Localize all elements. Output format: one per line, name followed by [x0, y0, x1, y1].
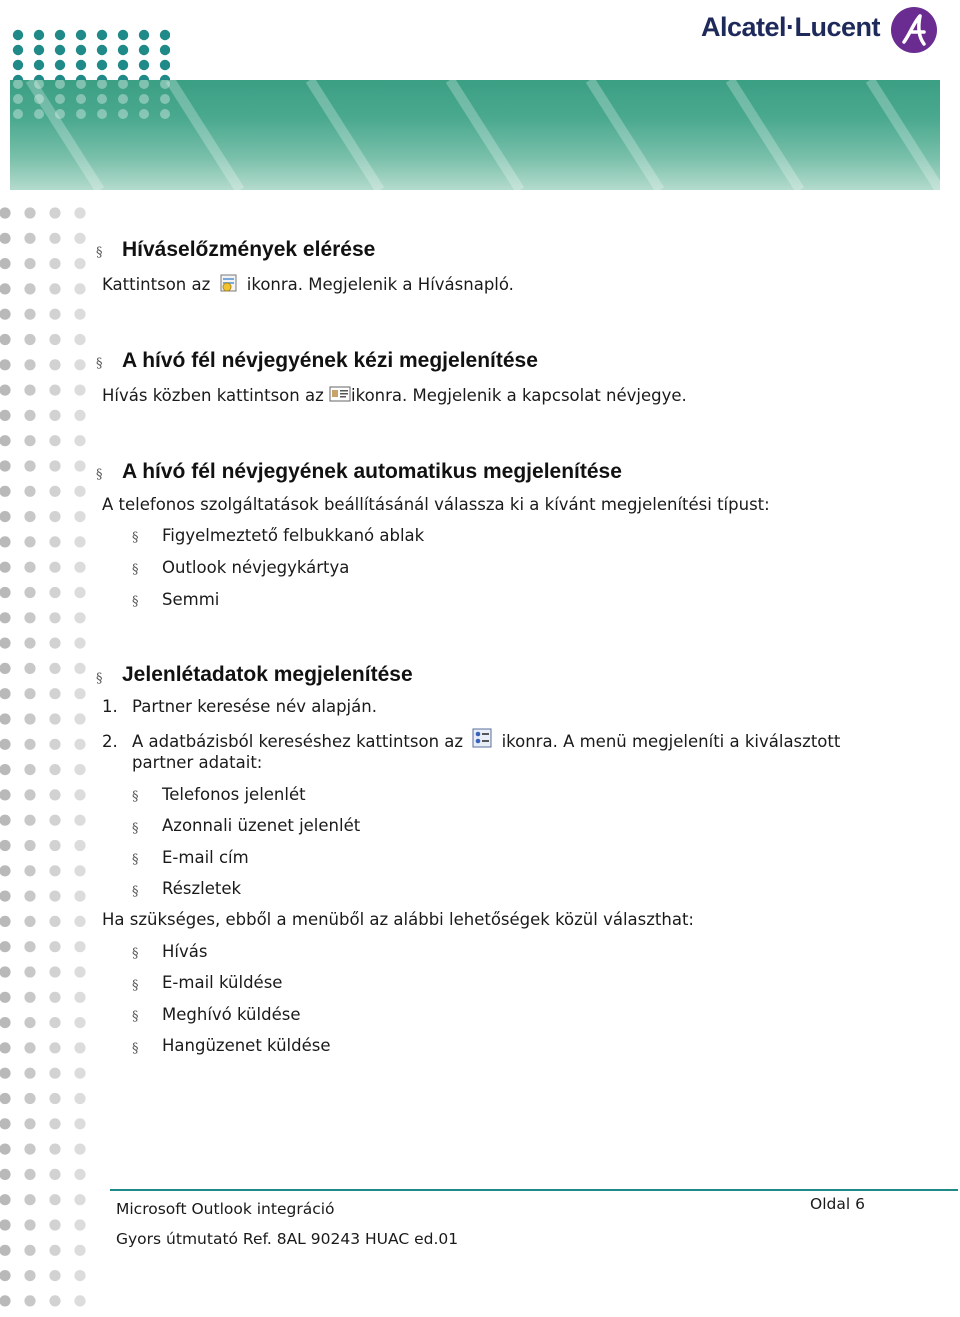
decor-dot — [118, 30, 128, 40]
menu-send-email: E-mail küldése — [162, 973, 283, 992]
decor-dot — [24, 1169, 35, 1180]
decor-dot — [34, 30, 44, 40]
decor-dot — [74, 233, 85, 244]
decor-dot — [49, 233, 60, 244]
decor-dot — [0, 562, 11, 573]
decor-dot — [74, 612, 85, 623]
brand-logo-icon — [890, 6, 938, 54]
decor-dot — [24, 891, 35, 902]
decor-dot — [49, 1042, 60, 1053]
decor-dot — [74, 207, 85, 218]
decor-dot — [24, 663, 35, 674]
detail-email: E-mail cím — [162, 848, 249, 867]
decor-dot — [55, 60, 65, 70]
decor-dot — [49, 1245, 60, 1256]
decor-dot — [74, 840, 85, 851]
history-instruction: Kattintson az ikonra. Megjelenik a Hívásnapló. — [102, 275, 514, 296]
decor-dot — [34, 80, 44, 89]
decor-dot — [24, 1118, 35, 1129]
decor-dot — [0, 1042, 11, 1053]
decor-dot — [74, 562, 85, 573]
bullet-icon: § — [132, 1009, 139, 1024]
step-1-text: Partner keresése név alapján. — [132, 697, 377, 716]
decor-dot — [49, 309, 60, 320]
decor-dot — [0, 1194, 11, 1205]
decor-dot — [118, 109, 128, 119]
decor-dot — [24, 334, 35, 345]
decor-dot — [24, 1219, 35, 1230]
decor-dot — [24, 916, 35, 927]
contact-card-icon[interactable] — [329, 385, 351, 403]
decor-dot — [74, 486, 85, 497]
footer-reference: Gyors útmutató Ref. 8AL 90243 HUAC ed.01 — [116, 1230, 459, 1248]
bullet-icon: § — [132, 530, 139, 545]
decor-dot — [74, 891, 85, 902]
detail-details: Részletek — [162, 879, 242, 898]
decor-dot — [97, 94, 107, 104]
decor-dot — [74, 789, 85, 800]
decor-dot — [74, 638, 85, 649]
decor-dot — [97, 30, 107, 40]
decor-dot — [13, 109, 23, 119]
decor-dot — [0, 587, 11, 598]
decor-dot — [49, 891, 60, 902]
decor-dot — [0, 1245, 11, 1256]
decor-dot — [74, 1093, 85, 1104]
decor-dot — [74, 916, 85, 927]
decor-dot — [74, 283, 85, 294]
decor-dot — [24, 713, 35, 724]
decor-dot — [0, 941, 11, 952]
decor-dot — [74, 536, 85, 547]
decor-dot — [139, 80, 149, 89]
decor-dot — [0, 688, 11, 699]
decor-dot — [0, 638, 11, 649]
decor-dot — [24, 283, 35, 294]
option-outlook-card: Outlook névjegykártya — [162, 558, 350, 577]
decor-dot — [24, 1017, 35, 1028]
decor-dot — [49, 1270, 60, 1281]
menu-call: Hívás — [162, 942, 208, 961]
decor-dot — [49, 688, 60, 699]
decor-dot — [55, 80, 65, 89]
decor-dot — [74, 359, 85, 370]
decor-dot — [76, 60, 86, 70]
decor-dot — [160, 30, 170, 40]
decor-dot — [0, 207, 11, 218]
bullet-icon: § — [132, 821, 139, 836]
decor-dot — [49, 638, 60, 649]
decor-dot — [49, 1118, 60, 1129]
decor-dot — [74, 663, 85, 674]
decor-dot — [74, 1017, 85, 1028]
decor-dot — [0, 663, 11, 674]
directory-icon[interactable] — [471, 728, 493, 748]
decor-dot — [49, 511, 60, 522]
decor-dot — [13, 30, 23, 40]
decor-dot — [74, 385, 85, 396]
decor-dot — [74, 1068, 85, 1079]
decor-dot — [0, 966, 11, 977]
option-none: Semmi — [162, 590, 220, 609]
decor-dot — [34, 45, 44, 55]
decor-dot — [49, 460, 60, 471]
decor-dot — [0, 511, 11, 522]
decor-dot — [74, 1245, 85, 1256]
decor-dot — [49, 941, 60, 952]
decor-dot — [0, 1144, 11, 1155]
decor-dot — [49, 562, 60, 573]
decor-dot — [0, 612, 11, 623]
detail-phone-presence: Telefonos jelenlét — [162, 785, 306, 804]
decor-dot — [24, 865, 35, 876]
decor-dot — [74, 334, 85, 345]
decor-dot — [24, 739, 35, 750]
decor-dot — [139, 30, 149, 40]
decor-dot — [0, 435, 11, 446]
option-popup: Figyelmeztető felbukkanó ablak — [162, 526, 425, 545]
decor-dot — [74, 1042, 85, 1053]
decor-dot — [55, 109, 65, 119]
decor-dot — [0, 1270, 11, 1281]
decor-dot — [24, 1042, 35, 1053]
decor-dot — [49, 207, 60, 218]
decor-dot — [55, 45, 65, 55]
decor-dot — [97, 45, 107, 55]
decor-dot — [49, 992, 60, 1003]
decor-dot — [0, 410, 11, 421]
section-title-presence: Jelenlétadatok megjelenítése — [122, 663, 413, 686]
decor-dot — [49, 966, 60, 977]
bullet-icon: § — [96, 356, 103, 371]
bullet-icon: § — [132, 789, 139, 804]
decor-dot — [24, 435, 35, 446]
bullet-icon: § — [132, 594, 139, 609]
decor-dot — [0, 865, 11, 876]
decor-dot — [24, 1245, 35, 1256]
decor-dot — [0, 815, 11, 826]
decor-dot — [24, 1068, 35, 1079]
decor-dot — [49, 663, 60, 674]
decor-dot — [74, 992, 85, 1003]
decor-dot — [49, 1169, 60, 1180]
decor-dot — [118, 60, 128, 70]
header-dot-overlay — [10, 80, 170, 130]
decor-dot — [76, 45, 86, 55]
decor-dot — [49, 1295, 60, 1306]
decor-dot — [74, 1295, 85, 1306]
decor-dot — [49, 536, 60, 547]
decor-dot — [139, 60, 149, 70]
decor-dot — [74, 511, 85, 522]
decor-dot — [74, 966, 85, 977]
call-log-icon[interactable] — [218, 273, 240, 293]
bullet-icon: § — [132, 562, 139, 577]
step-2-text: A adatbázisból kereséshez kattintson az ikonra. A menü megjeleníti a kiválasztott — [132, 732, 840, 753]
decor-dot — [118, 45, 128, 55]
decor-dot — [49, 1144, 60, 1155]
manual-instruction: Hívás közben kattintson az ikonra. Megjelenik a kapcsolat névjegye. — [102, 386, 687, 405]
decor-dot — [24, 815, 35, 826]
decor-dot — [49, 359, 60, 370]
decor-dot — [76, 30, 86, 40]
decor-dot — [49, 410, 60, 421]
decor-dot — [74, 435, 85, 446]
side-dot-column — [0, 205, 92, 1315]
decor-dot — [49, 486, 60, 497]
decor-dot — [0, 764, 11, 775]
decor-dot — [97, 80, 107, 89]
decor-dot — [24, 587, 35, 598]
step-2-continuation: partner adatait: — [132, 753, 263, 772]
decor-dot — [76, 80, 86, 89]
decor-dot — [0, 385, 11, 396]
decor-dot — [49, 587, 60, 598]
decor-dot — [13, 60, 23, 70]
decor-dot — [0, 486, 11, 497]
decor-dot — [55, 94, 65, 104]
decor-dot — [24, 536, 35, 547]
decor-dot — [74, 1194, 85, 1205]
decor-dot — [160, 109, 170, 119]
decor-dot — [49, 1068, 60, 1079]
decor-dot — [49, 916, 60, 927]
decor-dot — [24, 638, 35, 649]
bullet-icon: § — [132, 884, 139, 899]
decor-dot — [24, 309, 35, 320]
decor-dot — [49, 815, 60, 826]
decor-dot — [74, 815, 85, 826]
decor-dot — [118, 80, 128, 89]
decor-dot — [74, 1118, 85, 1129]
decor-dot — [24, 1270, 35, 1281]
section-title-manual: A hívó fél névjegyének kézi megjelenítése — [122, 349, 538, 372]
decor-dot — [76, 109, 86, 119]
decor-dot — [24, 486, 35, 497]
decor-dot — [55, 30, 65, 40]
decor-dot — [24, 1295, 35, 1306]
step-1-number: 1. — [102, 697, 118, 716]
decor-dot — [0, 460, 11, 471]
decor-dot — [74, 587, 85, 598]
decor-dot — [49, 713, 60, 724]
decor-dot — [0, 1169, 11, 1180]
decor-dot — [34, 109, 44, 119]
decor-dot — [74, 739, 85, 750]
decor-dot — [24, 764, 35, 775]
decor-dot — [24, 1144, 35, 1155]
decor-dot — [74, 941, 85, 952]
brand-logo-text: Alcatel·Lucent — [700, 12, 880, 42]
decor-dot — [74, 1144, 85, 1155]
decor-dot — [74, 764, 85, 775]
decor-dot — [139, 94, 149, 104]
decor-dot — [0, 713, 11, 724]
decor-dot — [0, 1017, 11, 1028]
decor-dot — [34, 60, 44, 70]
decor-dot — [49, 258, 60, 269]
decor-dot — [0, 334, 11, 345]
decor-dot — [160, 80, 170, 89]
page-number: Oldal 6 — [810, 1195, 865, 1213]
bullet-icon: § — [96, 467, 103, 482]
decor-dot — [49, 1194, 60, 1205]
decor-dot — [74, 688, 85, 699]
decor-dot — [24, 789, 35, 800]
decor-dot — [118, 94, 128, 104]
bullet-icon: § — [132, 978, 139, 993]
decor-dot — [24, 1093, 35, 1104]
decor-dot — [24, 258, 35, 269]
decor-dot — [24, 941, 35, 952]
step-2-number: 2. — [102, 732, 118, 751]
decor-dot — [24, 562, 35, 573]
decor-dot — [13, 94, 23, 104]
decor-dot — [49, 334, 60, 345]
decor-dot — [49, 435, 60, 446]
decor-dot — [74, 309, 85, 320]
decor-dot — [24, 460, 35, 471]
decor-dot — [49, 283, 60, 294]
decor-dot — [0, 739, 11, 750]
decor-dot — [49, 865, 60, 876]
decor-dot — [0, 916, 11, 927]
bullet-icon: § — [132, 852, 139, 867]
decor-dot — [97, 60, 107, 70]
section-title-history: Híváselőzmények elérése — [122, 238, 376, 261]
menu-intro: Ha szükséges, ebből a menüből az alábbi lehetőségek közül választhat: — [102, 910, 694, 929]
decor-dot — [0, 359, 11, 370]
bullet-icon: § — [132, 946, 139, 961]
decor-dot — [139, 45, 149, 55]
decor-dot — [49, 1093, 60, 1104]
decor-dot — [49, 739, 60, 750]
decor-dot — [0, 840, 11, 851]
decor-dot — [97, 109, 107, 119]
decor-dot — [160, 45, 170, 55]
decor-dot — [0, 1093, 11, 1104]
decor-dot — [0, 1219, 11, 1230]
decor-dot — [24, 207, 35, 218]
decor-dot — [24, 1194, 35, 1205]
decor-dot — [24, 966, 35, 977]
decor-dot — [24, 840, 35, 851]
decor-dot — [139, 109, 149, 119]
decor-dot — [13, 45, 23, 55]
decor-dot — [49, 385, 60, 396]
footer-divider — [110, 1189, 958, 1191]
bullet-icon: § — [96, 671, 103, 686]
decor-dot — [0, 309, 11, 320]
decor-dot — [74, 865, 85, 876]
decor-dot — [0, 1068, 11, 1079]
decor-dot — [49, 840, 60, 851]
decor-dot — [24, 233, 35, 244]
decor-dot — [0, 1118, 11, 1129]
bullet-icon: § — [96, 245, 103, 260]
decor-dot — [24, 359, 35, 370]
decor-dot — [0, 1295, 11, 1306]
decor-dot — [24, 688, 35, 699]
decor-dot — [24, 385, 35, 396]
decor-dot — [13, 80, 23, 89]
decor-dot — [49, 764, 60, 775]
menu-send-voice: Hangüzenet küldése — [162, 1036, 331, 1055]
decor-dot — [160, 94, 170, 104]
decor-dot — [0, 536, 11, 547]
decor-dot — [74, 1219, 85, 1230]
decor-dot — [24, 612, 35, 623]
decor-dot — [49, 1017, 60, 1028]
detail-im-presence: Azonnali üzenet jelenlét — [162, 816, 361, 835]
decor-dot — [24, 410, 35, 421]
decor-dot — [49, 612, 60, 623]
decor-dot — [76, 94, 86, 104]
decor-dot — [24, 511, 35, 522]
decor-dot — [0, 891, 11, 902]
decor-dot — [74, 410, 85, 421]
section-title-automatic: A hívó fél névjegyének automatikus megjelenítése — [122, 460, 622, 483]
decor-dot — [49, 1219, 60, 1230]
decor-dot — [0, 258, 11, 269]
bullet-icon: § — [132, 1041, 139, 1056]
footer-title: Microsoft Outlook integráció — [116, 1200, 335, 1218]
decor-dot — [0, 789, 11, 800]
decor-dot — [34, 94, 44, 104]
decor-dot — [49, 789, 60, 800]
menu-send-invite: Meghívó küldése — [162, 1005, 301, 1024]
decor-dot — [0, 233, 11, 244]
decor-dot — [0, 283, 11, 294]
decor-dot — [0, 992, 11, 1003]
decor-dot — [74, 258, 85, 269]
decor-dot — [74, 460, 85, 471]
decor-dot — [74, 713, 85, 724]
decor-dot — [160, 60, 170, 70]
automatic-intro: A telefonos szolgáltatások beállításánál válassza ki a kívánt megjelenítési típust: — [102, 495, 770, 514]
decor-dot — [24, 992, 35, 1003]
decor-dot — [74, 1169, 85, 1180]
decor-dot — [74, 1270, 85, 1281]
